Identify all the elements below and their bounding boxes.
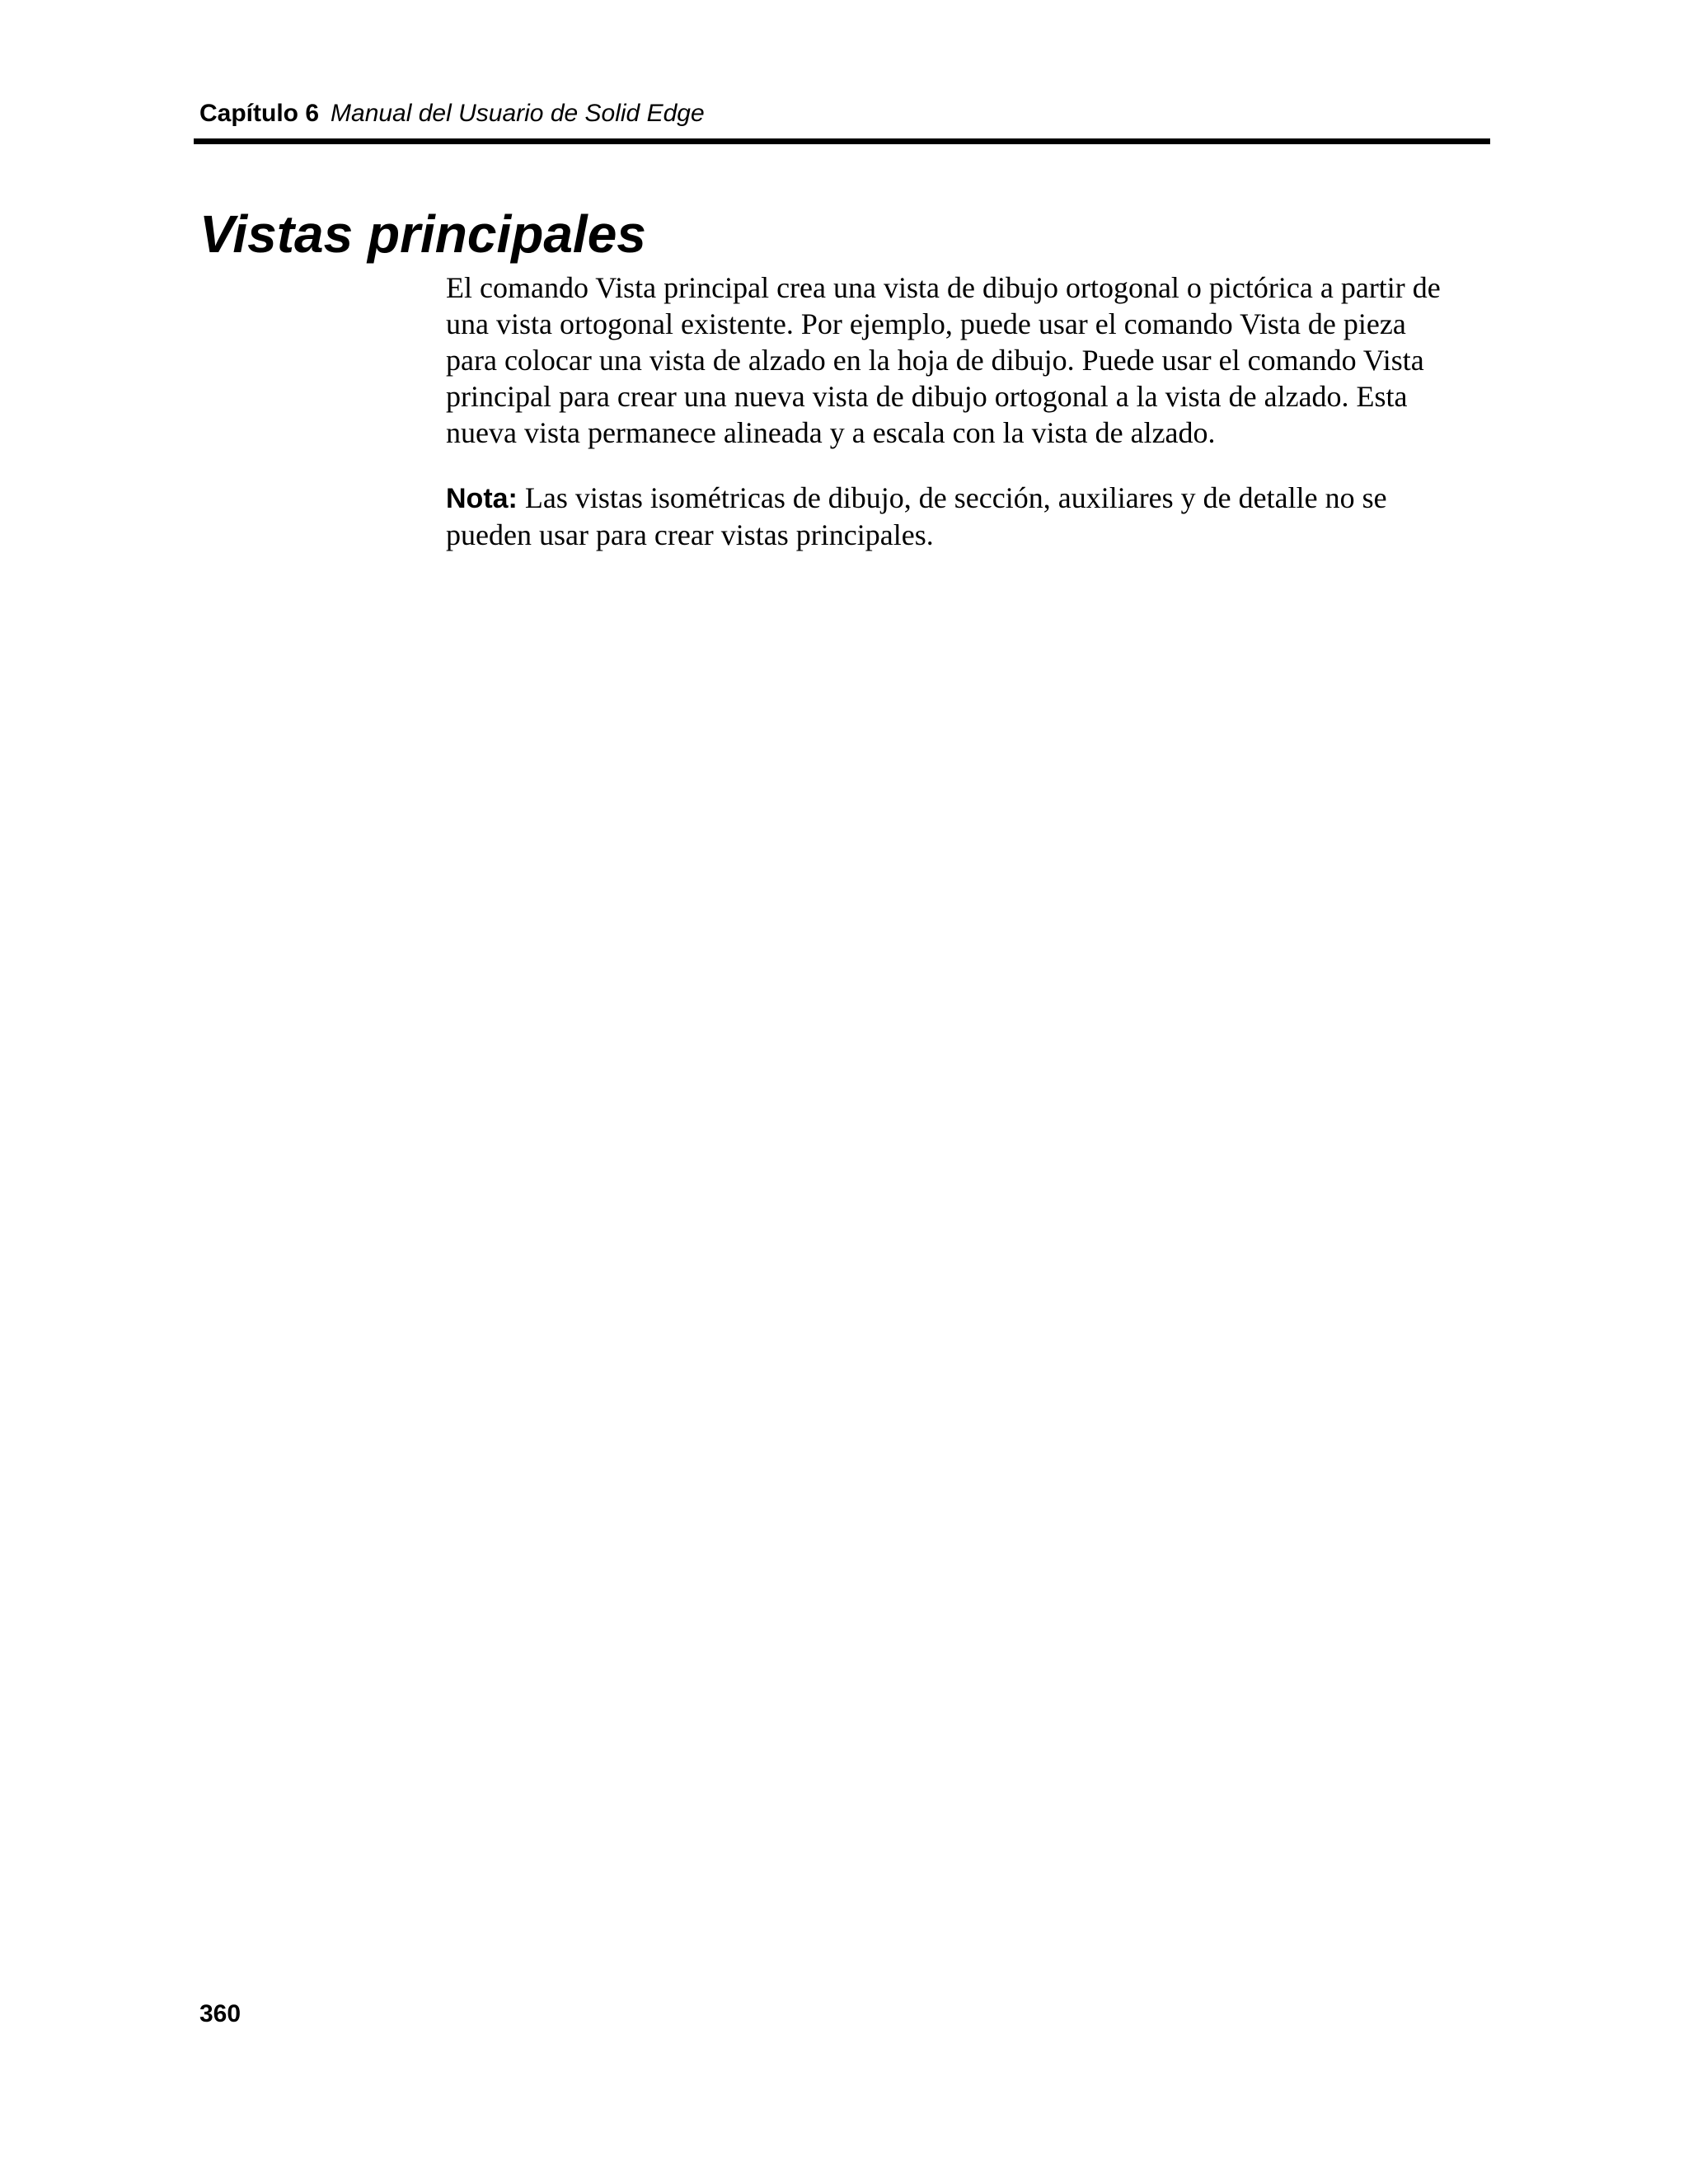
section-title: Vistas principales [199,204,646,264]
paragraph-line: nueva vista permanece alineada y a escala con la vista de alzado. [446,416,1216,449]
note-line: pueden usar para crear vistas principales. [446,518,934,551]
chapter-label: Capítulo 6 [199,100,320,127]
page-number: 360 [199,2000,241,2027]
paragraph-line: El comando Vista principal crea una vista de dibujo ortogonal o pictórica a partir de [446,271,1441,304]
book-title: Manual del Usuario de Solid Edge [331,100,705,127]
note-label: Nota: [446,483,518,514]
note-paragraph [446,480,1501,553]
paragraph-line: una vista ortogonal existente. Por ejemplo, puede usar el comando Vista de pieza [446,307,1406,340]
note-text: Las vistas isométricas de dibujo, de sección, auxiliares y de detalle no se [524,481,1387,514]
running-header [199,97,705,130]
header-rule [194,138,1490,144]
paragraph-line: principal para crear una nueva vista de dibujo ortogonal a la vista de alzado. Esta [446,380,1408,413]
body-paragraph [446,269,1501,451]
note-line [446,480,1501,517]
paragraph-line: para colocar una vista de alzado en la hoja de dibujo. Puede usar el comando Vista [446,344,1424,377]
